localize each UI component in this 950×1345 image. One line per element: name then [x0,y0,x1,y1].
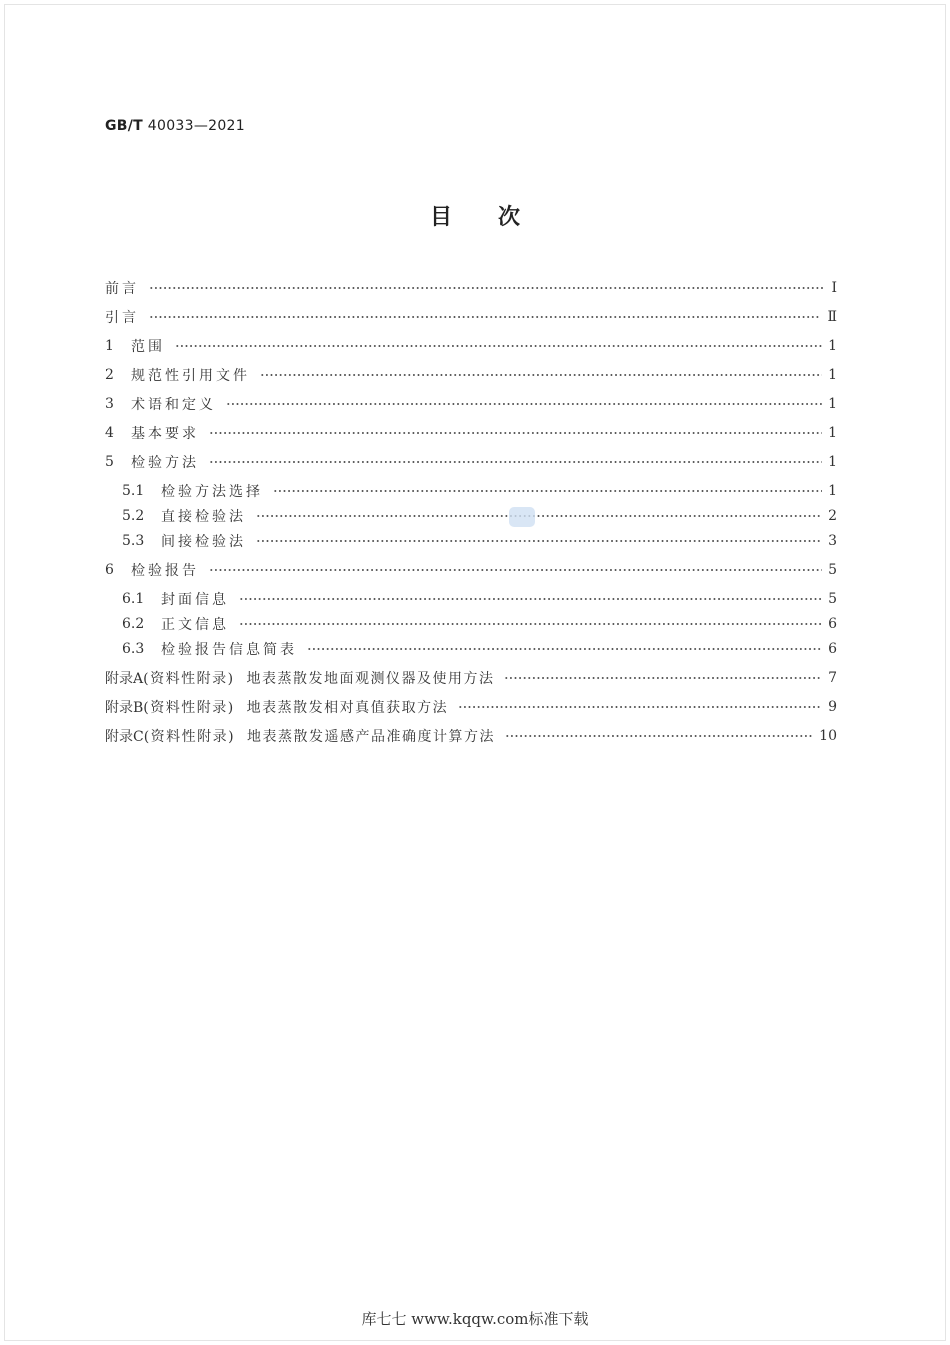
toc-number: 3 [105,396,114,412]
toc-number: 6.2 [122,616,145,632]
toc-label: 间接检验法 [161,534,246,550]
dot-leader [239,620,822,628]
toc-entry-6-1[interactable] [105,588,837,610]
toc-number: 4 [105,425,114,441]
toc-entry-1[interactable] [105,335,837,357]
dot-leader [239,595,822,603]
toc-entry-5-1[interactable] [105,480,837,502]
dot-leader [149,284,823,292]
toc-page: 1 [828,367,837,383]
toc-page: 1 [828,396,837,412]
toc-label: 术语和定义 [131,397,216,413]
toc-label: (资料性附录) 地表蒸散发相对真值获取方法 [143,700,449,716]
footer-source-text: 库七七 www.kqqw.com标准下载 [361,1310,589,1328]
toc-page: 5 [828,591,837,607]
toc-page: 5 [828,562,837,578]
dot-leader [209,429,822,437]
dot-leader [209,458,822,466]
toc-entry-5-3[interactable] [105,530,837,552]
toc-page: Ⅰ [831,280,837,296]
toc-label: 前言 [105,281,139,297]
toc-label: (资料性附录) 地表蒸散发遥感产品准确度计算方法 [143,729,496,745]
dot-leader [458,703,822,711]
page-title: 目次 [429,205,566,230]
toc-label: 范围 [131,339,165,355]
toc-label: 直接检验法 [161,509,246,525]
toc-entry-4[interactable] [105,422,837,444]
toc-entry-5[interactable] [105,451,837,473]
dot-leader [504,674,822,682]
toc-label: 检验方法 [131,455,199,471]
toc-page: 7 [828,670,837,686]
dot-leader [260,371,822,379]
toc-entry-3[interactable] [105,393,837,415]
toc-number: 6.3 [122,641,145,657]
toc-page: 1 [828,338,837,354]
toc-number: 5.2 [122,508,145,524]
toc-page: 6 [828,641,837,657]
toc-page: 2 [828,508,837,524]
toc-page: 6 [828,616,837,632]
dot-leader [149,313,821,321]
toc-number: 6.1 [122,591,145,607]
toc-page: 3 [828,533,837,549]
watermark-logo [509,507,535,527]
toc-page: 1 [828,454,837,470]
toc-number: 5.3 [122,533,145,549]
dot-leader [209,566,822,574]
toc-page: 1 [828,483,837,499]
toc-number: 2 [105,367,114,383]
dot-leader [307,645,822,653]
toc-number: 6 [105,562,114,578]
toc-entry-6-3[interactable] [105,638,837,660]
toc-entry-appendix-c[interactable] [105,725,837,747]
toc-entry-6-2[interactable] [105,613,837,635]
toc-page: 1 [828,425,837,441]
toc-entry-foreword[interactable] [105,277,837,299]
toc-page: 10 [819,728,837,744]
dot-leader [175,342,822,350]
toc-page: 9 [828,699,837,715]
toc-entry-2[interactable] [105,364,837,386]
dot-leader [256,537,822,545]
toc-label: 规范性引用文件 [131,368,250,384]
toc-label: 正文信息 [161,617,229,633]
toc-label: 封面信息 [161,592,229,608]
toc-label: (资料性附录) 地表蒸散发地面观测仪器及使用方法 [143,671,495,687]
toc-entry-introduction[interactable] [105,306,837,328]
toc-number: 附录B [105,700,144,716]
toc-entry-6[interactable] [105,559,837,581]
standard-code [105,118,245,134]
toc-label: 基本要求 [131,426,199,442]
toc-number: 5.1 [122,483,145,499]
toc-page: Ⅱ [827,309,837,325]
toc-number: 附录A [105,671,144,687]
toc-entry-5-2[interactable] [105,505,837,527]
dot-leader [273,487,822,495]
toc-number: 5 [105,454,114,470]
toc-label: 检验方法选择 [161,484,263,500]
toc-label: 引言 [105,310,139,326]
toc-number: 1 [105,338,114,354]
standard-code-number: 40033—2021 [147,118,245,134]
toc-label: 检验报告 [131,563,199,579]
dot-leader [256,512,822,520]
toc-label: 检验报告信息简表 [161,642,297,658]
dot-leader [505,732,813,740]
toc-number: 附录C [105,729,144,745]
dot-leader [226,400,822,408]
toc-entry-appendix-b[interactable] [105,696,837,718]
standard-code-prefix: GB/T [105,118,144,134]
toc-entry-appendix-a[interactable] [105,667,837,689]
